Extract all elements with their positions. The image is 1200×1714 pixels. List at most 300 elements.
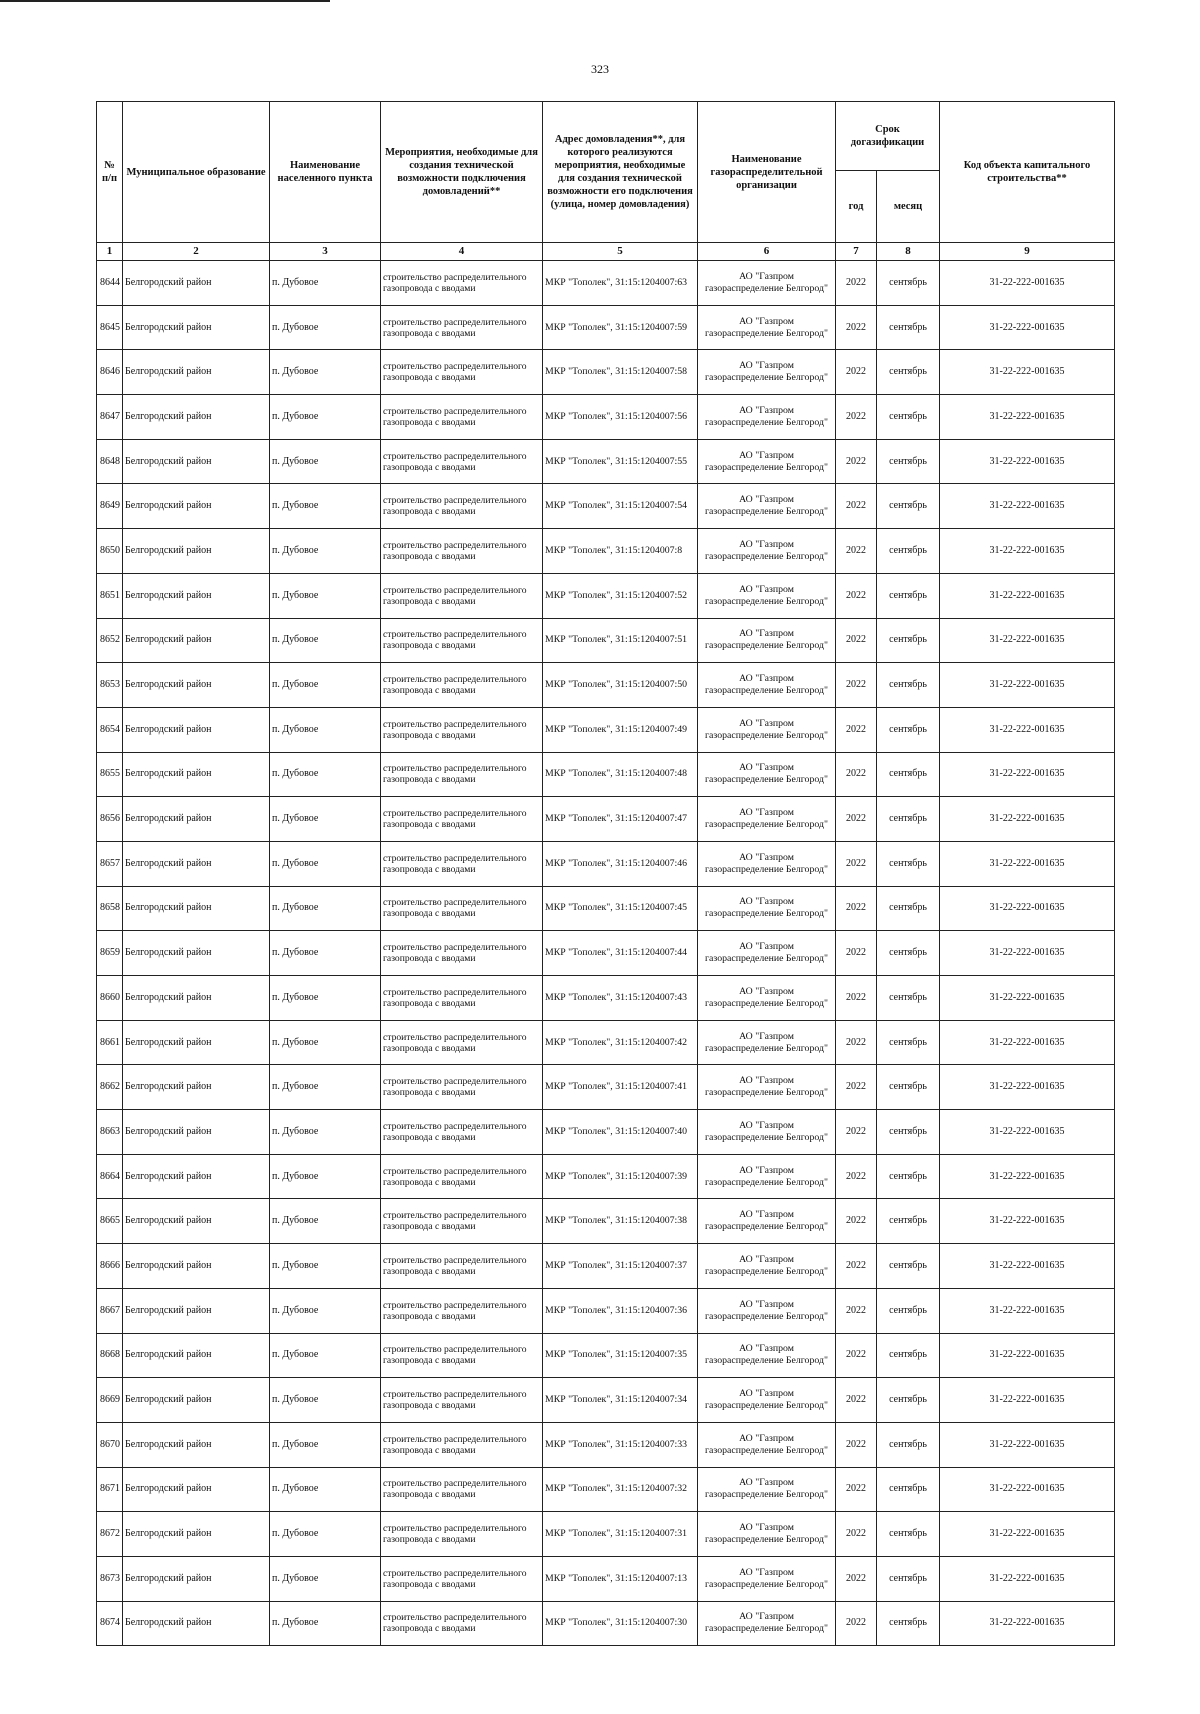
measure-cell: строительство распределительного газопровода с вводами (381, 439, 543, 484)
header-code: Код объекта капитального строительства** (940, 102, 1115, 243)
year-cell: 2022 (836, 886, 877, 931)
table-row (97, 1288, 1115, 1333)
month-cell: сентябрь (877, 395, 940, 440)
measure-cell: строительство распределительного газопровода с вводами (381, 663, 543, 708)
address-cell: МКР "Тополек", 31:15:1204007:41 (543, 1065, 698, 1110)
settlement-cell: п. Дубовое (270, 350, 381, 395)
month-cell: сентябрь (877, 1110, 940, 1155)
month-cell: сентябрь (877, 1512, 940, 1557)
table-row (97, 573, 1115, 618)
year-cell: 2022 (836, 484, 877, 529)
year-cell: 2022 (836, 529, 877, 574)
measure-cell: строительство распределительного газопровода с вводами (381, 1244, 543, 1289)
year-cell: 2022 (836, 350, 877, 395)
column-number: 9 (940, 243, 1115, 261)
organization-cell: АО "Газпром газораспределение Белгород" (698, 1556, 836, 1601)
municipality-cell: Белгородский район (123, 439, 270, 484)
address-cell: МКР "Тополек", 31:15:1204007:43 (543, 976, 698, 1021)
object-code-cell: 31-22-222-001635 (940, 1512, 1115, 1557)
month-cell: сентябрь (877, 1199, 940, 1244)
organization-cell: АО "Газпром газораспределение Белгород" (698, 976, 836, 1021)
year-cell: 2022 (836, 1467, 877, 1512)
organization-cell: АО "Газпром газораспределение Белгород" (698, 886, 836, 931)
year-cell: 2022 (836, 663, 877, 708)
address-cell: МКР "Тополек", 31:15:1204007:42 (543, 1020, 698, 1065)
table-row (97, 752, 1115, 797)
object-code-cell: 31-22-222-001635 (940, 261, 1115, 306)
year-cell: 2022 (836, 1512, 877, 1557)
header-year: год (836, 171, 877, 243)
settlement-cell: п. Дубовое (270, 841, 381, 886)
settlement-cell: п. Дубовое (270, 618, 381, 663)
year-cell: 2022 (836, 931, 877, 976)
municipality-cell: Белгородский район (123, 886, 270, 931)
address-cell: МКР "Тополек", 31:15:1204007:54 (543, 484, 698, 529)
organization-cell: АО "Газпром газораспределение Белгород" (698, 350, 836, 395)
month-cell: сентябрь (877, 976, 940, 1021)
row-number-cell: 8649 (97, 484, 123, 529)
settlement-cell: п. Дубовое (270, 1154, 381, 1199)
year-cell: 2022 (836, 1333, 877, 1378)
table-row (97, 1154, 1115, 1199)
address-cell: МКР "Тополек", 31:15:1204007:32 (543, 1467, 698, 1512)
measure-cell: строительство распределительного газопровода с вводами (381, 1333, 543, 1378)
organization-cell: АО "Газпром газораспределение Белгород" (698, 1333, 836, 1378)
settlement-cell: п. Дубовое (270, 261, 381, 306)
municipality-cell: Белгородский район (123, 841, 270, 886)
settlement-cell: п. Дубовое (270, 1020, 381, 1065)
month-cell: сентябрь (877, 752, 940, 797)
object-code-cell: 31-22-222-001635 (940, 1244, 1115, 1289)
measure-cell: строительство распределительного газопровода с вводами (381, 395, 543, 440)
settlement-cell: п. Дубовое (270, 1288, 381, 1333)
month-cell: сентябрь (877, 1065, 940, 1110)
month-cell: сентябрь (877, 1556, 940, 1601)
row-number-cell: 8666 (97, 1244, 123, 1289)
address-cell: МКР "Тополек", 31:15:1204007:40 (543, 1110, 698, 1155)
header-settlement: Наименование населенного пункта (270, 102, 381, 243)
address-cell: МКР "Тополек", 31:15:1204007:56 (543, 395, 698, 440)
object-code-cell: 31-22-222-001635 (940, 931, 1115, 976)
municipality-cell: Белгородский район (123, 1467, 270, 1512)
table-row (97, 1244, 1115, 1289)
object-code-cell: 31-22-222-001635 (940, 886, 1115, 931)
year-cell: 2022 (836, 707, 877, 752)
settlement-cell: п. Дубовое (270, 529, 381, 574)
municipality-cell: Белгородский район (123, 797, 270, 842)
settlement-cell: п. Дубовое (270, 752, 381, 797)
table-row (97, 841, 1115, 886)
month-cell: сентябрь (877, 261, 940, 306)
table-row (97, 976, 1115, 1021)
table-row (97, 1422, 1115, 1467)
organization-cell: АО "Газпром газораспределение Белгород" (698, 618, 836, 663)
row-number-cell: 8674 (97, 1601, 123, 1646)
row-number-cell: 8664 (97, 1154, 123, 1199)
row-number-cell: 8663 (97, 1110, 123, 1155)
address-cell: МКР "Тополек", 31:15:1204007:45 (543, 886, 698, 931)
address-cell: МКР "Тополек", 31:15:1204007:51 (543, 618, 698, 663)
municipality-cell: Белгородский район (123, 1244, 270, 1289)
settlement-cell: п. Дубовое (270, 395, 381, 440)
settlement-cell: п. Дубовое (270, 1601, 381, 1646)
organization-cell: АО "Газпром газораспределение Белгород" (698, 1110, 836, 1155)
measure-cell: строительство распределительного газопровода с вводами (381, 350, 543, 395)
measure-cell: строительство распределительного газопровода с вводами (381, 484, 543, 529)
month-cell: сентябрь (877, 707, 940, 752)
measure-cell: строительство распределительного газопровода с вводами (381, 1110, 543, 1155)
measure-cell: строительство распределительного газопровода с вводами (381, 261, 543, 306)
measure-cell: строительство распределительного газопровода с вводами (381, 797, 543, 842)
settlement-cell: п. Дубовое (270, 1333, 381, 1378)
municipality-cell: Белгородский район (123, 976, 270, 1021)
row-number-cell: 8672 (97, 1512, 123, 1557)
year-cell: 2022 (836, 1601, 877, 1646)
table-row (97, 886, 1115, 931)
municipality-cell: Белгородский район (123, 1110, 270, 1155)
measure-cell: строительство распределительного газопровода с вводами (381, 1467, 543, 1512)
table-row (97, 1467, 1115, 1512)
row-number-cell: 8673 (97, 1556, 123, 1601)
column-number: 1 (97, 243, 123, 261)
column-number: 7 (836, 243, 877, 261)
organization-cell: АО "Газпром газораспределение Белгород" (698, 573, 836, 618)
table-row (97, 1065, 1115, 1110)
address-cell: МКР "Тополек", 31:15:1204007:46 (543, 841, 698, 886)
table-row (97, 797, 1115, 842)
row-number-cell: 8660 (97, 976, 123, 1021)
table-row (97, 1110, 1115, 1155)
month-cell: сентябрь (877, 1020, 940, 1065)
municipality-cell: Белгородский район (123, 1199, 270, 1244)
header-organization: Наименование газораспределительной организации (698, 102, 836, 243)
row-number-cell: 8669 (97, 1378, 123, 1423)
municipality-cell: Белгородский район (123, 350, 270, 395)
year-cell: 2022 (836, 1154, 877, 1199)
organization-cell: АО "Газпром газораспределение Белгород" (698, 752, 836, 797)
municipality-cell: Белгородский район (123, 1601, 270, 1646)
table-body (97, 261, 1115, 1646)
organization-cell: АО "Газпром газораспределение Белгород" (698, 931, 836, 976)
municipality-cell: Белгородский район (123, 1020, 270, 1065)
year-cell: 2022 (836, 1020, 877, 1065)
column-number: 8 (877, 243, 940, 261)
table-row (97, 395, 1115, 440)
month-cell: сентябрь (877, 573, 940, 618)
year-cell: 2022 (836, 395, 877, 440)
address-cell: МКР "Тополек", 31:15:1204007:50 (543, 663, 698, 708)
address-cell: МКР "Тополек", 31:15:1204007:59 (543, 305, 698, 350)
row-number-cell: 8670 (97, 1422, 123, 1467)
table-row (97, 1378, 1115, 1423)
table-row (97, 305, 1115, 350)
row-number-cell: 8657 (97, 841, 123, 886)
month-cell: сентябрь (877, 1601, 940, 1646)
settlement-cell: п. Дубовое (270, 1244, 381, 1289)
row-number-cell: 8653 (97, 663, 123, 708)
address-cell: МКР "Тополек", 31:15:1204007:13 (543, 1556, 698, 1601)
address-cell: МКР "Тополек", 31:15:1204007:30 (543, 1601, 698, 1646)
municipality-cell: Белгородский район (123, 931, 270, 976)
measure-cell: строительство распределительного газопровода с вводами (381, 1154, 543, 1199)
object-code-cell: 31-22-222-001635 (940, 663, 1115, 708)
page-number: 323 (591, 62, 609, 76)
month-cell: сентябрь (877, 1422, 940, 1467)
row-number-cell: 8648 (97, 439, 123, 484)
address-cell: МКР "Тополек", 31:15:1204007:33 (543, 1422, 698, 1467)
column-number: 5 (543, 243, 698, 261)
month-cell: сентябрь (877, 663, 940, 708)
address-cell: МКР "Тополек", 31:15:1204007:38 (543, 1199, 698, 1244)
organization-cell: АО "Газпром газораспределение Белгород" (698, 1422, 836, 1467)
year-cell: 2022 (836, 841, 877, 886)
settlement-cell: п. Дубовое (270, 1556, 381, 1601)
object-code-cell: 31-22-222-001635 (940, 529, 1115, 574)
object-code-cell: 31-22-222-001635 (940, 305, 1115, 350)
organization-cell: АО "Газпром газораспределение Белгород" (698, 1020, 836, 1065)
municipality-cell: Белгородский район (123, 261, 270, 306)
year-cell: 2022 (836, 797, 877, 842)
settlement-cell: п. Дубовое (270, 976, 381, 1021)
column-number: 4 (381, 243, 543, 261)
measure-cell: строительство распределительного газопровода с вводами (381, 931, 543, 976)
row-number-cell: 8671 (97, 1467, 123, 1512)
organization-cell: АО "Газпром газораспределение Белгород" (698, 529, 836, 574)
month-cell: сентябрь (877, 1154, 940, 1199)
measure-cell: строительство распределительного газопровода с вводами (381, 841, 543, 886)
address-cell: МКР "Тополек", 31:15:1204007:58 (543, 350, 698, 395)
settlement-cell: п. Дубовое (270, 1512, 381, 1557)
object-code-cell: 31-22-222-001635 (940, 797, 1115, 842)
address-cell: МКР "Тополек", 31:15:1204007:31 (543, 1512, 698, 1557)
row-number-cell: 8644 (97, 261, 123, 306)
organization-cell: АО "Газпром газораспределение Белгород" (698, 663, 836, 708)
organization-cell: АО "Газпром газораспределение Белгород" (698, 1467, 836, 1512)
month-cell: сентябрь (877, 484, 940, 529)
measure-cell: строительство распределительного газопровода с вводами (381, 1020, 543, 1065)
month-cell: сентябрь (877, 1244, 940, 1289)
address-cell: МКР "Тополек", 31:15:1204007:52 (543, 573, 698, 618)
year-cell: 2022 (836, 261, 877, 306)
month-cell: сентябрь (877, 1333, 940, 1378)
address-cell: МКР "Тополек", 31:15:1204007:35 (543, 1333, 698, 1378)
object-code-cell: 31-22-222-001635 (940, 395, 1115, 440)
organization-cell: АО "Газпром газораспределение Белгород" (698, 1244, 836, 1289)
month-cell: сентябрь (877, 305, 940, 350)
measure-cell: строительство распределительного газопровода с вводами (381, 1601, 543, 1646)
object-code-cell: 31-22-222-001635 (940, 1199, 1115, 1244)
address-cell: МКР "Тополек", 31:15:1204007:63 (543, 261, 698, 306)
municipality-cell: Белгородский район (123, 1512, 270, 1557)
settlement-cell: п. Дубовое (270, 886, 381, 931)
address-cell: МКР "Тополек", 31:15:1204007:39 (543, 1154, 698, 1199)
address-cell: МКР "Тополек", 31:15:1204007:8 (543, 529, 698, 574)
month-cell: сентябрь (877, 1288, 940, 1333)
table-row (97, 350, 1115, 395)
address-cell: МКР "Тополек", 31:15:1204007:37 (543, 1244, 698, 1289)
table-row (97, 1601, 1115, 1646)
settlement-cell: п. Дубовое (270, 797, 381, 842)
settlement-cell: п. Дубовое (270, 1065, 381, 1110)
table-row (97, 529, 1115, 574)
settlement-cell: п. Дубовое (270, 931, 381, 976)
settlement-cell: п. Дубовое (270, 1378, 381, 1423)
header-measures: Мероприятия, необходимые для создания технической возможности подключения домовладений** (381, 102, 543, 243)
row-number-cell: 8662 (97, 1065, 123, 1110)
municipality-cell: Белгородский район (123, 663, 270, 708)
column-numbers-row (97, 243, 1115, 261)
object-code-cell: 31-22-222-001635 (940, 841, 1115, 886)
object-code-cell: 31-22-222-001635 (940, 1556, 1115, 1601)
table-row (97, 1333, 1115, 1378)
municipality-cell: Белгородский район (123, 1333, 270, 1378)
year-cell: 2022 (836, 1422, 877, 1467)
settlement-cell: п. Дубовое (270, 707, 381, 752)
organization-cell: АО "Газпром газораспределение Белгород" (698, 1199, 836, 1244)
object-code-cell: 31-22-222-001635 (940, 752, 1115, 797)
organization-cell: АО "Газпром газораспределение Белгород" (698, 261, 836, 306)
measure-cell: строительство распределительного газопровода с вводами (381, 976, 543, 1021)
year-cell: 2022 (836, 1288, 877, 1333)
municipality-cell: Белгородский район (123, 305, 270, 350)
object-code-cell: 31-22-222-001635 (940, 1110, 1115, 1155)
row-number-cell: 8658 (97, 886, 123, 931)
measure-cell: строительство распределительного газопровода с вводами (381, 1199, 543, 1244)
row-number-cell: 8652 (97, 618, 123, 663)
organization-cell: АО "Газпром газораспределение Белгород" (698, 439, 836, 484)
municipality-cell: Белгородский район (123, 1556, 270, 1601)
municipality-cell: Белгородский район (123, 1065, 270, 1110)
column-number: 6 (698, 243, 836, 261)
address-cell: МКР "Тополек", 31:15:1204007:49 (543, 707, 698, 752)
address-cell: МКР "Тополек", 31:15:1204007:36 (543, 1288, 698, 1333)
gasification-table (96, 101, 1115, 1646)
top-rule (0, 0, 330, 2)
measure-cell: строительство распределительного газопровода с вводами (381, 1378, 543, 1423)
object-code-cell: 31-22-222-001635 (940, 1154, 1115, 1199)
header-month: месяц (877, 171, 940, 243)
month-cell: сентябрь (877, 1467, 940, 1512)
table-row (97, 439, 1115, 484)
settlement-cell: п. Дубовое (270, 439, 381, 484)
municipality-cell: Белгородский район (123, 1422, 270, 1467)
organization-cell: АО "Газпром газораспределение Белгород" (698, 305, 836, 350)
month-cell: сентябрь (877, 1378, 940, 1423)
header-address: Адрес домовладения**, для которого реализуются мероприятия, необходимые для создания технической возможности его подключения (улица, номер домовладения) (543, 102, 698, 243)
year-cell: 2022 (836, 618, 877, 663)
row-number-cell: 8659 (97, 931, 123, 976)
object-code-cell: 31-22-222-001635 (940, 976, 1115, 1021)
object-code-cell: 31-22-222-001635 (940, 1378, 1115, 1423)
address-cell: МКР "Тополек", 31:15:1204007:55 (543, 439, 698, 484)
object-code-cell: 31-22-222-001635 (940, 1601, 1115, 1646)
organization-cell: АО "Газпром газораспределение Белгород" (698, 707, 836, 752)
year-cell: 2022 (836, 573, 877, 618)
row-number-cell: 8667 (97, 1288, 123, 1333)
measure-cell: строительство распределительного газопровода с вводами (381, 529, 543, 574)
measure-cell: строительство распределительного газопровода с вводами (381, 1065, 543, 1110)
address-cell: МКР "Тополек", 31:15:1204007:47 (543, 797, 698, 842)
year-cell: 2022 (836, 1065, 877, 1110)
measure-cell: строительство распределительного газопровода с вводами (381, 1556, 543, 1601)
organization-cell: АО "Газпром газораспределение Белгород" (698, 1288, 836, 1333)
row-number-cell: 8654 (97, 707, 123, 752)
settlement-cell: п. Дубовое (270, 1422, 381, 1467)
organization-cell: АО "Газпром газораспределение Белгород" (698, 1154, 836, 1199)
header-term: Срок догазификации (836, 102, 940, 171)
object-code-cell: 31-22-222-001635 (940, 350, 1115, 395)
year-cell: 2022 (836, 752, 877, 797)
organization-cell: АО "Газпром газораспределение Белгород" (698, 484, 836, 529)
object-code-cell: 31-22-222-001635 (940, 1467, 1115, 1512)
measure-cell: строительство распределительного газопровода с вводами (381, 1512, 543, 1557)
municipality-cell: Белгородский район (123, 1288, 270, 1333)
year-cell: 2022 (836, 1378, 877, 1423)
year-cell: 2022 (836, 305, 877, 350)
column-number: 3 (270, 243, 381, 261)
measure-cell: строительство распределительного газопровода с вводами (381, 886, 543, 931)
table-row (97, 1556, 1115, 1601)
year-cell: 2022 (836, 1199, 877, 1244)
year-cell: 2022 (836, 1244, 877, 1289)
table-row (97, 1199, 1115, 1244)
row-number-cell: 8651 (97, 573, 123, 618)
municipality-cell: Белгородский район (123, 529, 270, 574)
settlement-cell: п. Дубовое (270, 1199, 381, 1244)
year-cell: 2022 (836, 976, 877, 1021)
year-cell: 2022 (836, 1556, 877, 1601)
settlement-cell: п. Дубовое (270, 663, 381, 708)
settlement-cell: п. Дубовое (270, 305, 381, 350)
measure-cell: строительство распределительного газопровода с вводами (381, 305, 543, 350)
address-cell: МКР "Тополек", 31:15:1204007:48 (543, 752, 698, 797)
table-row (97, 484, 1115, 529)
address-cell: МКР "Тополек", 31:15:1204007:34 (543, 1378, 698, 1423)
municipality-cell: Белгородский район (123, 395, 270, 440)
row-number-cell: 8668 (97, 1333, 123, 1378)
table-row (97, 663, 1115, 708)
table-row (97, 261, 1115, 306)
settlement-cell: п. Дубовое (270, 484, 381, 529)
row-number-cell: 8645 (97, 305, 123, 350)
month-cell: сентябрь (877, 529, 940, 574)
object-code-cell: 31-22-222-001635 (940, 1065, 1115, 1110)
month-cell: сентябрь (877, 886, 940, 931)
year-cell: 2022 (836, 439, 877, 484)
organization-cell: АО "Газпром газораспределение Белгород" (698, 841, 836, 886)
organization-cell: АО "Газпром газораспределение Белгород" (698, 1378, 836, 1423)
table-row (97, 618, 1115, 663)
municipality-cell: Белгородский район (123, 1378, 270, 1423)
month-cell: сентябрь (877, 841, 940, 886)
municipality-cell: Белгородский район (123, 484, 270, 529)
object-code-cell: 31-22-222-001635 (940, 573, 1115, 618)
object-code-cell: 31-22-222-001635 (940, 1020, 1115, 1065)
measure-cell: строительство распределительного газопровода с вводами (381, 707, 543, 752)
row-number-cell: 8665 (97, 1199, 123, 1244)
header-num: № п/п (97, 102, 123, 243)
table-row (97, 1020, 1115, 1065)
month-cell: сентябрь (877, 797, 940, 842)
organization-cell: АО "Газпром газораспределение Белгород" (698, 1601, 836, 1646)
measure-cell: строительство распределительного газопровода с вводами (381, 1422, 543, 1467)
object-code-cell: 31-22-222-001635 (940, 618, 1115, 663)
object-code-cell: 31-22-222-001635 (940, 484, 1115, 529)
month-cell: сентябрь (877, 350, 940, 395)
table-row (97, 707, 1115, 752)
measure-cell: строительство распределительного газопровода с вводами (381, 752, 543, 797)
month-cell: сентябрь (877, 439, 940, 484)
